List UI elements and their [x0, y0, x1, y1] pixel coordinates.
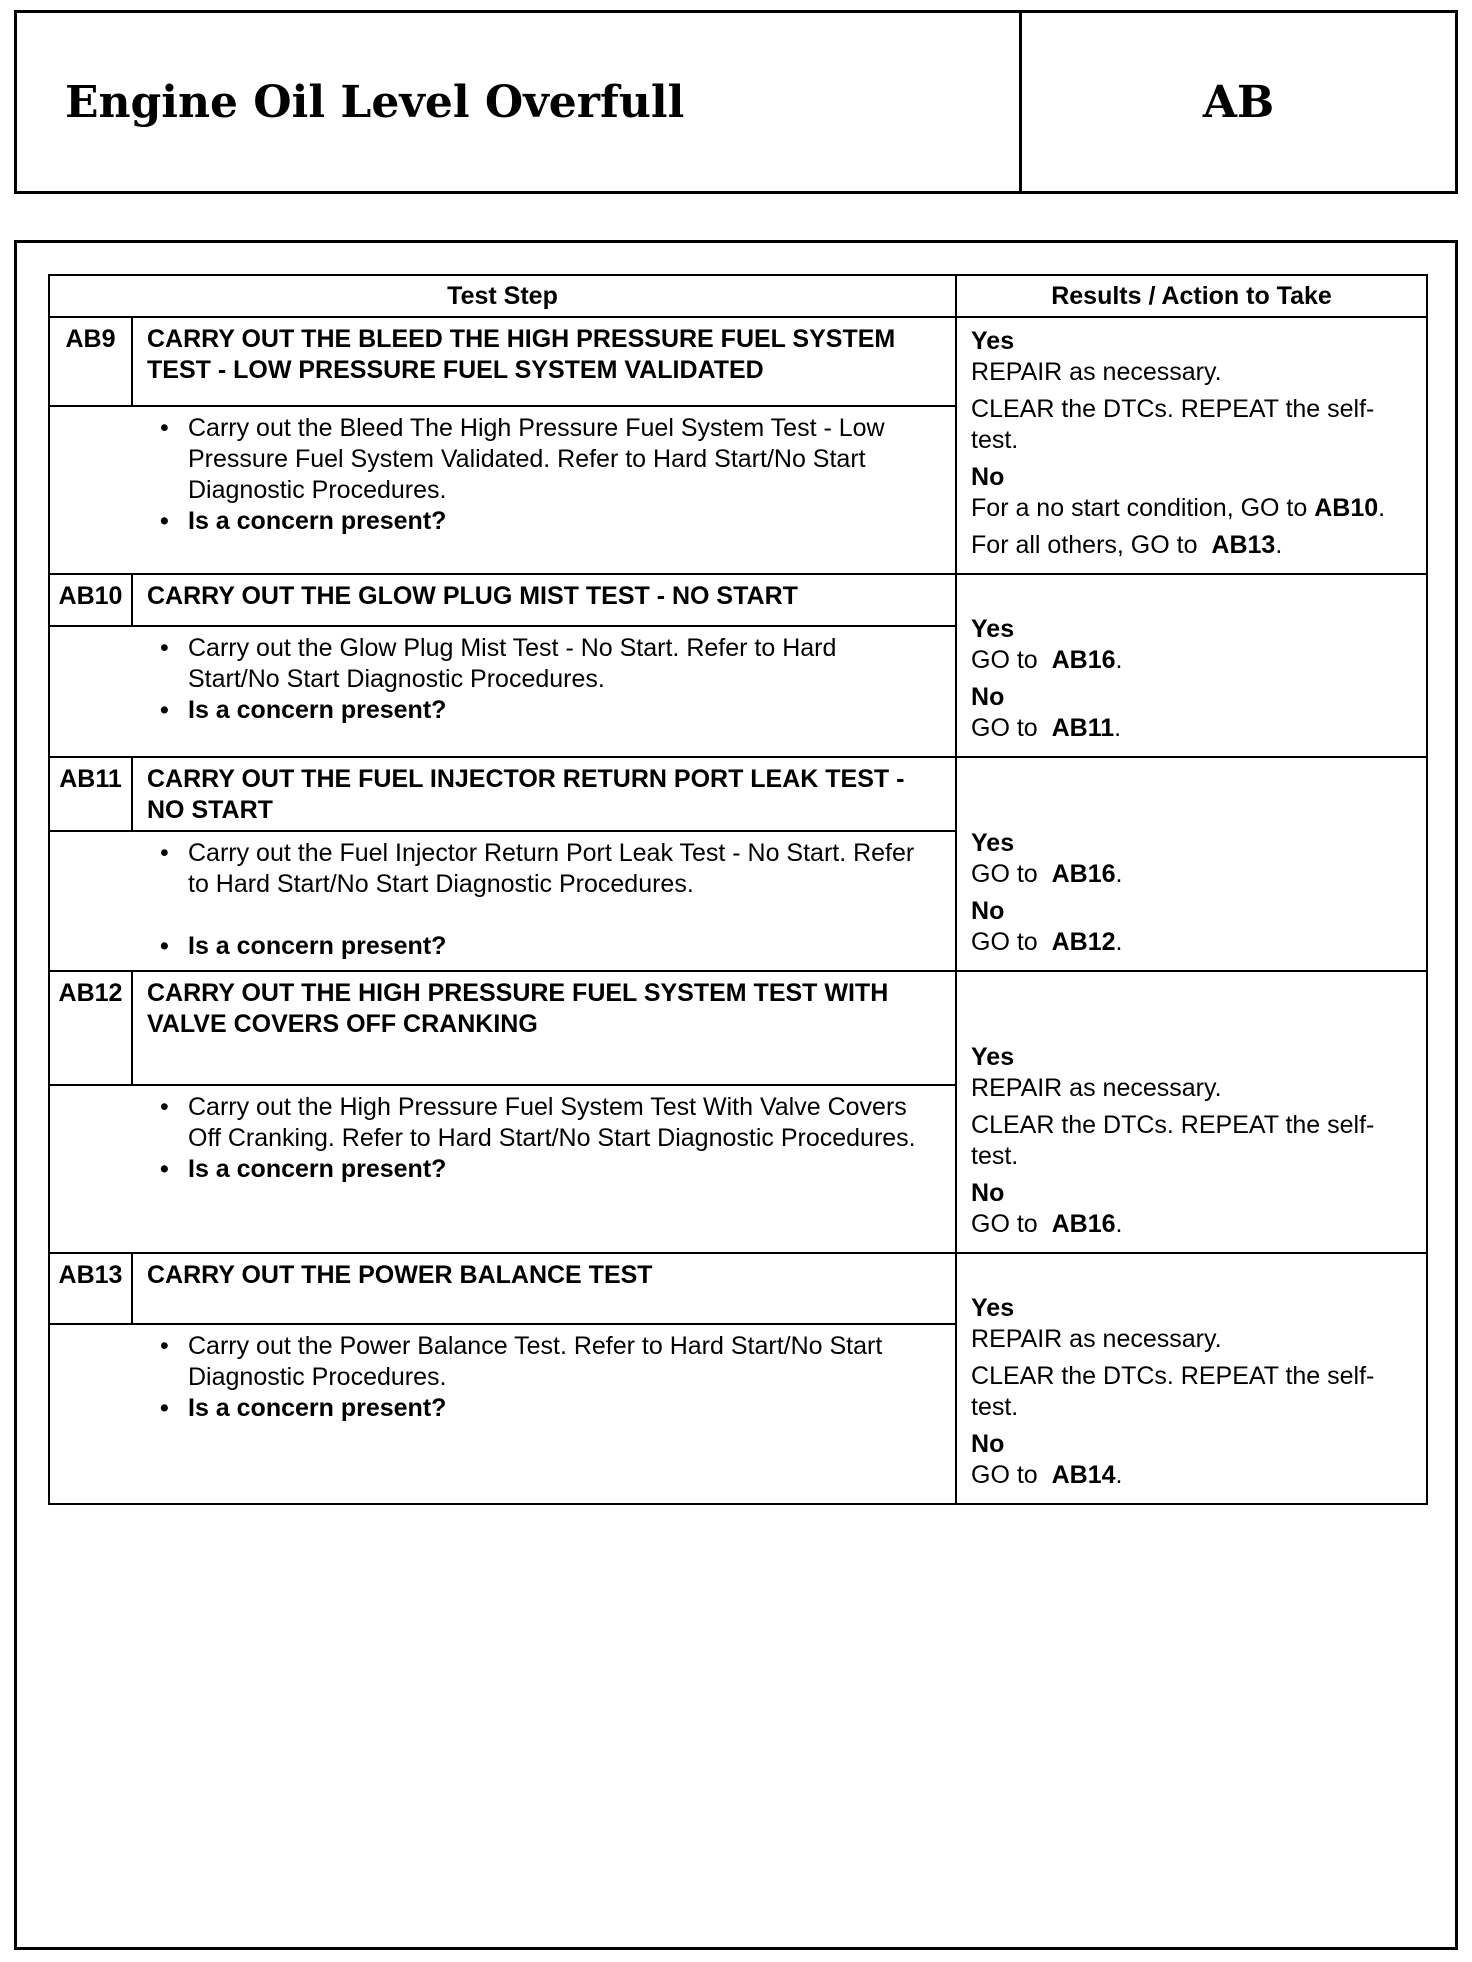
step-result [956, 317, 1427, 574]
step-code: AB13 [49, 1253, 132, 1324]
result-text: GO to AB16. [971, 860, 1123, 888]
result-text: REPAIR as necessary. [971, 1325, 1222, 1353]
step-code: AB9 [49, 317, 132, 406]
step-code: AB12 [49, 971, 132, 1085]
result-goto-text: GO to [971, 646, 1038, 674]
result-goto-text: GO to [971, 714, 1038, 742]
step-question: • Is a concern present? [188, 1154, 925, 1185]
column-header-results: Results / Action to Take [956, 275, 1427, 317]
step-reference: AB12 [1051, 928, 1116, 956]
result-text: GO to AB11. [971, 714, 1122, 742]
page-header [14, 10, 1458, 194]
result-goto-text: GO to [971, 928, 1038, 956]
result-goto-text: GO to [971, 860, 1038, 888]
result-text: For a no start condition, GO to AB10. [971, 494, 1386, 522]
step-instruction: • Carry out the Power Balance Test. Refer to Hard Start/No Start Diagnostic Procedures. [188, 1331, 925, 1393]
step-reference: AB10 [1314, 494, 1379, 522]
step-result [956, 574, 1427, 757]
yes-label: Yes [971, 327, 1015, 355]
step-result [956, 1253, 1427, 1504]
yes-label: Yes [971, 829, 1015, 857]
no-label: No [971, 463, 1005, 491]
step-title: CARRY OUT THE FUEL INJECTOR RETURN PORT LEAK TEST - NO START [132, 757, 956, 831]
step-title: CARRY OUT THE GLOW PLUG MIST TEST - NO START [132, 574, 956, 626]
step-code: AB11 [49, 757, 132, 831]
step-instruction: • Carry out the High Pressure Fuel System Test With Valve Covers Off Cranking. Refer to Hard Start/No Start Diagnostic Procedures. [188, 1092, 925, 1154]
step-title: CARRY OUT THE HIGH PRESSURE FUEL SYSTEM TEST WITH VALVE COVERS OFF CRANKING [132, 971, 956, 1085]
column-header-test-step: Test Step [49, 275, 956, 317]
step-title-row [49, 971, 1427, 1085]
page-title: Engine Oil Level Overfull [17, 13, 1022, 191]
no-label: No [971, 1430, 1005, 1458]
result-text: CLEAR the DTCs. REPEAT the self-test. [971, 1362, 1375, 1421]
step-reference: AB16 [1051, 1210, 1116, 1238]
result-goto-text: For a no start condition, GO to [971, 494, 1308, 522]
step-instruction: • Carry out the Bleed The High Pressure Fuel System Test - Low Pressure Fuel System Validated. Refer to Hard Start/No Start Diagnostic Procedures. [188, 413, 925, 506]
table-header-row [49, 275, 1427, 317]
step-instruction: • Carry out the Glow Plug Mist Test - No Start. Refer to Hard Start/No Start Diagnostic Procedures. [188, 633, 925, 695]
no-label: No [971, 683, 1005, 711]
result-text: REPAIR as necessary. [971, 358, 1222, 386]
result-text: GO to AB14. [971, 1461, 1123, 1489]
result-text: GO to AB16. [971, 1210, 1123, 1238]
step-description [132, 1324, 956, 1504]
result-goto-text: GO to [971, 1461, 1038, 1489]
step-question: • Is a concern present? [188, 506, 925, 537]
step-reference: AB16 [1051, 646, 1116, 674]
result-text: For all others, GO to AB13. [971, 531, 1283, 559]
step-reference: AB16 [1051, 860, 1116, 888]
step-title: CARRY OUT THE BLEED THE HIGH PRESSURE FUEL SYSTEM TEST - LOW PRESSURE FUEL SYSTEM VALIDATED [132, 317, 956, 406]
no-label: No [971, 897, 1005, 925]
step-instruction: • Carry out the Fuel Injector Return Port Leak Test - No Start. Refer to Hard Start/No Start Diagnostic Procedures. [188, 838, 925, 900]
result-text: GO to AB16. [971, 646, 1123, 674]
step-title-row [49, 757, 1427, 831]
result-text: CLEAR the DTCs. REPEAT the self-test. [971, 1111, 1375, 1170]
step-description [132, 831, 956, 971]
section-code: AB [1202, 76, 1275, 128]
result-goto-text: GO to [971, 1210, 1038, 1238]
step-title-row [49, 1253, 1427, 1324]
yes-label: Yes [971, 615, 1015, 643]
step-result [956, 757, 1427, 971]
step-reference: AB14 [1051, 1461, 1116, 1489]
step-reference: AB11 [1051, 714, 1115, 742]
step-title: CARRY OUT THE POWER BALANCE TEST [132, 1253, 956, 1324]
step-question: • Is a concern present? [188, 695, 925, 726]
step-result [956, 971, 1427, 1253]
result-text: REPAIR as necessary. [971, 1074, 1222, 1102]
result-text: GO to AB12. [971, 928, 1123, 956]
no-label: No [971, 1179, 1005, 1207]
step-description [132, 1085, 956, 1253]
step-description [132, 406, 956, 574]
step-description [132, 626, 956, 757]
yes-label: Yes [971, 1294, 1015, 1322]
step-title-row [49, 574, 1427, 626]
step-question: • Is a concern present? [188, 1393, 925, 1424]
step-code: AB10 [49, 574, 132, 626]
step-question: • Is a concern present? [188, 931, 925, 962]
result-text: CLEAR the DTCs. REPEAT the self-test. [971, 395, 1375, 454]
yes-label: Yes [971, 1043, 1015, 1071]
result-goto-text: For all others, GO to [971, 531, 1198, 559]
test-step-table [48, 274, 1428, 1505]
step-title-row [49, 317, 1427, 406]
step-reference: AB13 [1211, 531, 1276, 559]
